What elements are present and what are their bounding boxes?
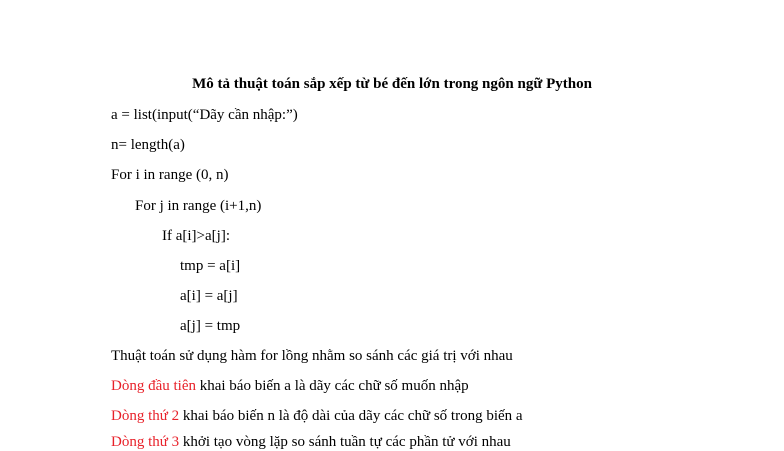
code-line-7: a[i] = a[j] (180, 288, 238, 304)
document-title: Mô tả thuật toán sắp xếp từ bé đến lớn trong ngôn ngữ Python (192, 76, 592, 92)
paragraph-3 (111, 407, 523, 425)
code-line-1: a = list(input(“Dãy cần nhập:”) (111, 107, 298, 123)
code-line-6: tmp = a[i] (180, 258, 241, 274)
code-line-3: For i in range (0, n) (111, 167, 229, 183)
paragraph-2-highlight: Dòng đầu tiên (111, 378, 196, 394)
paragraph-2 (111, 377, 469, 395)
code-line-8: a[j] = tmp (180, 318, 241, 334)
paragraph-4-clip (0, 433, 784, 450)
paragraph-4-highlight: Dòng thứ 3 (111, 434, 180, 450)
code-line-5: If a[i]>a[j]: (162, 228, 230, 244)
paragraph-1 (111, 347, 513, 365)
paragraph-4 (111, 433, 511, 451)
paragraph-4-text: khởi tạo vòng lặp so sánh tuần tự các phần tử với nhau (179, 434, 511, 450)
code-line-2: n= length(a) (111, 137, 185, 153)
paragraph-3-text: khai báo biến n là độ dài của dãy các chữ số trong biến a (179, 408, 523, 424)
code-line-4: For j in range (i+1,n) (135, 198, 262, 214)
paragraph-1-text: Thuật toán sử dụng hàm for lồng nhằm so sánh các giá trị với nhau (111, 348, 513, 364)
paragraph-3-highlight: Dòng thứ 2 (111, 408, 180, 424)
paragraph-2-text: khai báo biến a là dãy các chữ số muốn nhập (195, 378, 469, 394)
